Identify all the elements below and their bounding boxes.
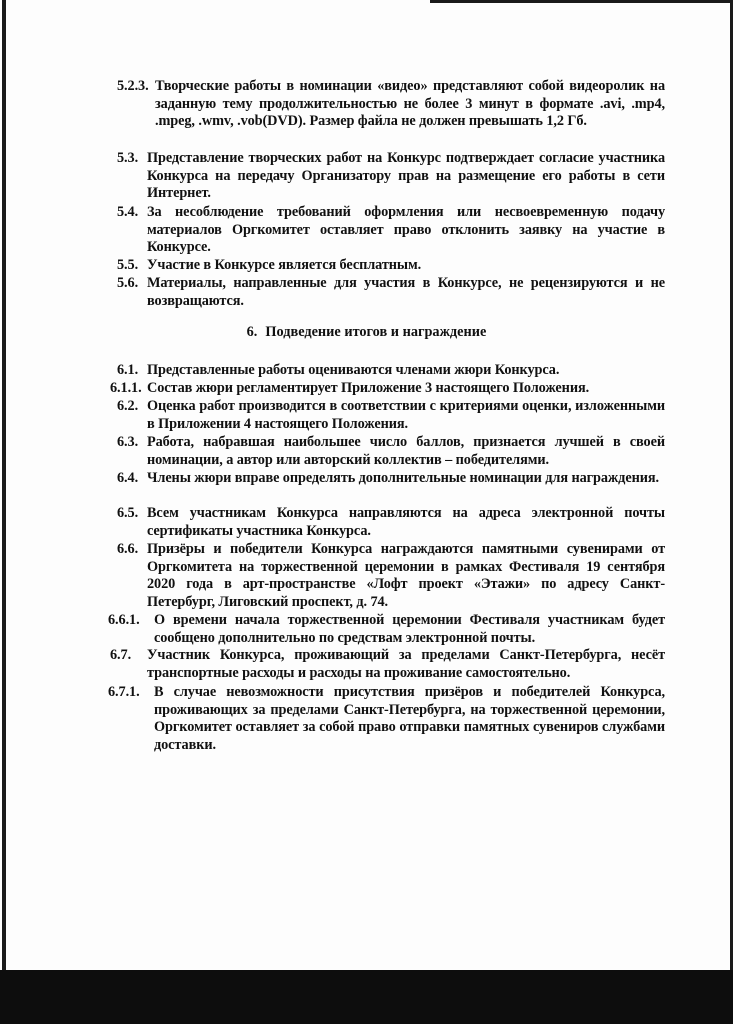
- scan-top-border: [430, 0, 733, 3]
- clause-6-5: [117, 505, 665, 540]
- clause-text: Материалы, направленные для участия в Конкурсе, не рецензируются и не возвращаются.: [147, 275, 665, 309]
- clause-6-6-1: [108, 612, 665, 647]
- clause-number: 6.6.: [117, 541, 139, 557]
- clause-number: 6.2.: [117, 398, 139, 414]
- scan-bottom-band: [0, 970, 733, 1024]
- clause-5-6: [117, 275, 665, 310]
- clause-number: 6.3.: [117, 434, 139, 450]
- clause-number: 5.6.: [117, 275, 139, 291]
- clause-number: 6.7.1.: [108, 684, 140, 700]
- scan-left-border: [2, 0, 6, 970]
- clause-number: 5.3.: [117, 150, 139, 166]
- section-title: Подведение итогов и награждение: [265, 324, 487, 340]
- clause-6-1: [117, 362, 665, 380]
- clause-text: Представление творческих работ на Конкурс подтверждает согласие участника Конкурса на передачу Организатору прав на размещение его работы в сети Интернет.: [147, 150, 665, 201]
- clause-text: Состав жюри регламентирует Приложение 3 настоящего Положения.: [147, 380, 590, 396]
- clause-text: За несоблюдение требований оформления или несвоевременную подачу материалов Оргкомитет оставляет право отклонить заявку на участие в Конкурсе.: [147, 204, 665, 255]
- clause-text: Члены жюри вправе определять дополнительные номинации для награждения.: [147, 470, 659, 486]
- clause-6-7: [110, 647, 665, 682]
- clause-5-4: [117, 204, 665, 257]
- clause-number: 6.1.1.: [110, 380, 142, 396]
- clause-5-5: [117, 257, 665, 275]
- clause-number: 6.6.1.: [108, 612, 140, 628]
- clause-6-6: [117, 541, 665, 611]
- clause-number: 5.5.: [117, 257, 139, 273]
- section-heading: [0, 323, 733, 341]
- clause-number: 6.1.: [117, 362, 139, 378]
- clause-text: Призёры и победители Конкурса награждаются памятными сувенирами от Оргкомитета на торжественной церемонии в рамках Фестиваля 19 сентября 2020 года в арт-пространстве «Лофт проект «Этажи» по адресу Санкт-Петербург, Лиговский проспект, д. 74.: [147, 541, 665, 610]
- clause-number: 6.4.: [117, 470, 139, 486]
- clause-number: 6.5.: [117, 505, 139, 521]
- clause-5-3: [117, 150, 665, 203]
- clause-text: Всем участникам Конкурса направляются на адреса электронной почты сертификаты участника Конкурса.: [147, 505, 665, 539]
- clause-6-4: [117, 470, 665, 488]
- clause-text: Участие в Конкурсе является бесплатным.: [147, 257, 422, 273]
- clause-6-7-1: [108, 684, 665, 754]
- clause-text: В случае невозможности присутствия призёров и победителей Конкурса, проживающих за пределами Санкт-Петербурга, на торжественной церемонии, Оргкомитет оставляет за собой право отправки памятных сувениров службами доставки.: [154, 684, 665, 753]
- clause-5-2-3: [117, 78, 665, 131]
- clause-number: 6.7.: [110, 647, 132, 663]
- clause-text: Оценка работ производится в соответствии с критериями оценки, изложенными в Приложении 4 настоящего Положения.: [147, 398, 665, 432]
- clause-6-1-1: [110, 380, 665, 398]
- clause-text: Творческие работы в номинации «видео» представляют собой видеоролик на заданную тему продолжительностью не более 3 минут в формате .avi, .mp4, .mpeg, .wmv, .vob(DVD). Размер файла не должен превышать 1,2 Гб.: [155, 78, 665, 129]
- section-number: 6.: [246, 324, 258, 340]
- clause-text: Представленные работы оцениваются членами жюри Конкурса.: [147, 362, 560, 378]
- clause-number: 5.2.3.: [117, 78, 149, 94]
- clause-number: 5.4.: [117, 204, 139, 220]
- clause-6-2: [117, 398, 665, 433]
- clause-6-3: [117, 434, 665, 469]
- clause-text: Участник Конкурса, проживающий за пределами Санкт-Петербурга, несёт транспортные расходы и расходы на проживание самостоятельно.: [147, 647, 665, 681]
- clause-text: О времени начала торжественной церемонии Фестиваля участникам будет сообщено дополнительно по средствам электронной почты.: [154, 612, 665, 646]
- clause-text: Работа, набравшая наибольшее число баллов, признается лучшей в своей номинации, а автор или авторский коллектив – победителями.: [147, 434, 665, 468]
